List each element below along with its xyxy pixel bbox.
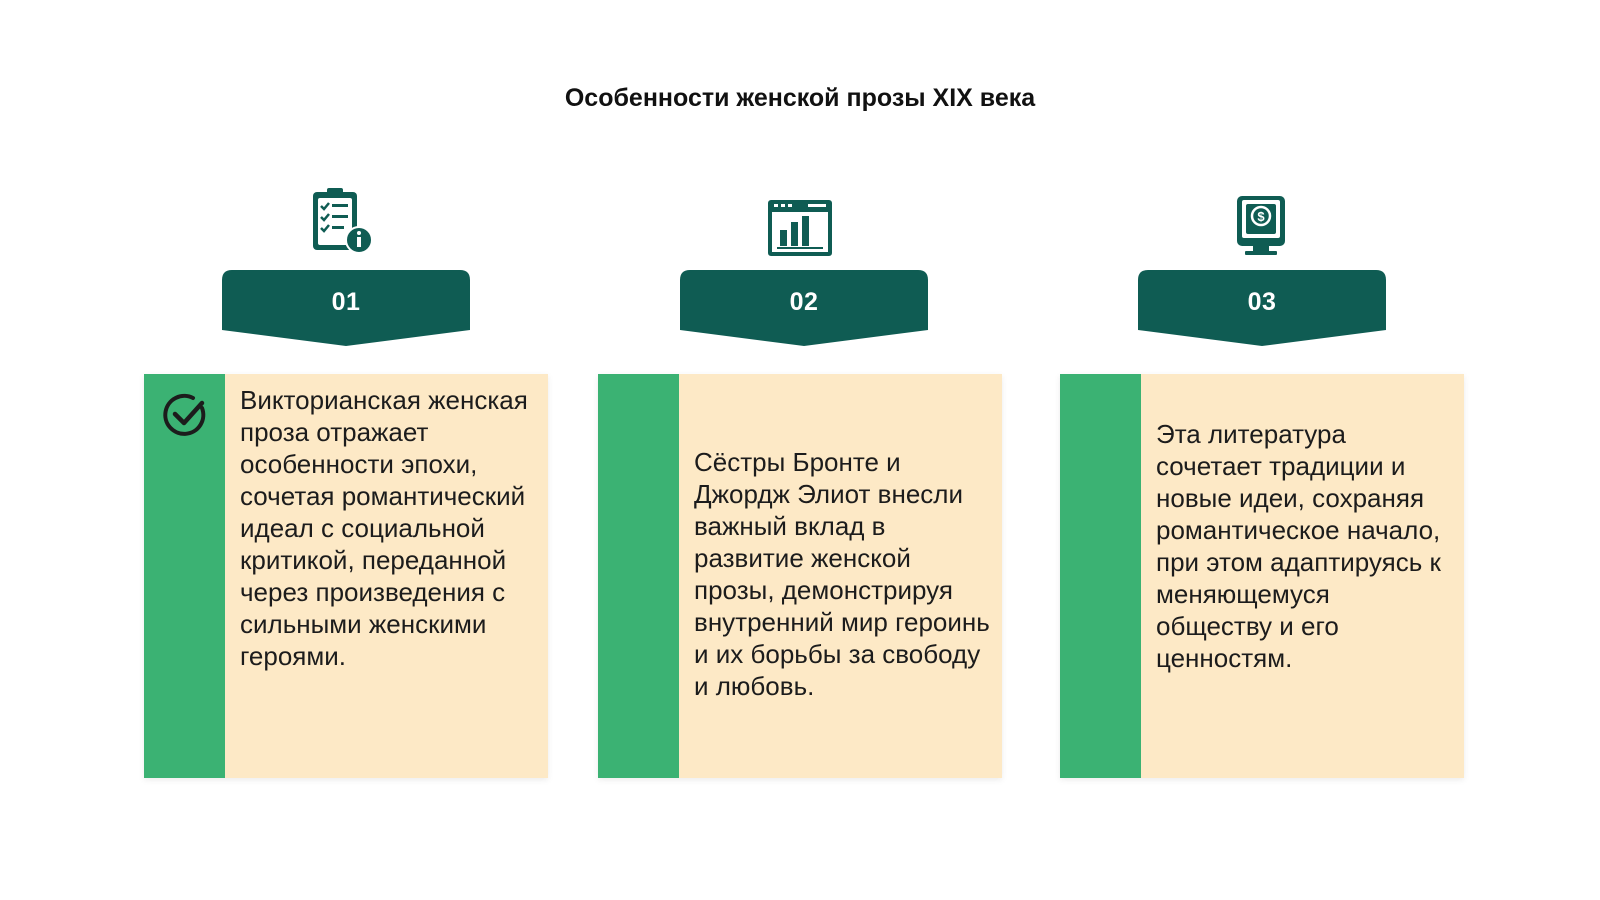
step-badge-01	[222, 270, 470, 350]
browser-chart-icon	[760, 192, 840, 264]
step-card-2	[598, 374, 1002, 778]
step-number: 01	[331, 288, 361, 316]
step-badge-02	[680, 270, 928, 350]
step-text: Сёстры Бронте и Джордж Элиот внесли важный вклад в развитие женской прозы, демонстрируя внутренний мир героинь и их борьбы за свободу и любовь.	[694, 447, 990, 701]
step-card-3	[1060, 374, 1464, 778]
accent-bar	[598, 374, 679, 778]
svg-text:$: $	[1257, 209, 1265, 224]
page-title: Особенности женской прозы XIX века	[564, 84, 1036, 112]
accent-bar	[1060, 374, 1141, 778]
step-card-1	[144, 374, 548, 778]
step-badge-03	[1138, 270, 1386, 350]
step-text: Викторианская женская проза отражает особенности эпохи, сочетая романтический идеал с социальной критикой, переданной через произведения с сильными женскими героями.	[240, 385, 528, 671]
accent-bar	[144, 374, 225, 778]
monitor-dollar-icon	[1219, 190, 1299, 262]
step-number: 03	[1247, 288, 1277, 316]
clipboard-checklist-info-icon	[303, 186, 383, 258]
check-circle-icon	[162, 392, 208, 438]
step-column-2	[596, 0, 1016, 900]
step-text: Эта литература сочетает традиции и новые идеи, сохраняя романтическое начало, при этом адаптируясь к меняющемуся обществу и его ценностям.	[1156, 419, 1441, 673]
step-column-3	[1054, 0, 1474, 900]
step-number: 02	[789, 288, 819, 316]
step-column-1	[138, 0, 558, 900]
